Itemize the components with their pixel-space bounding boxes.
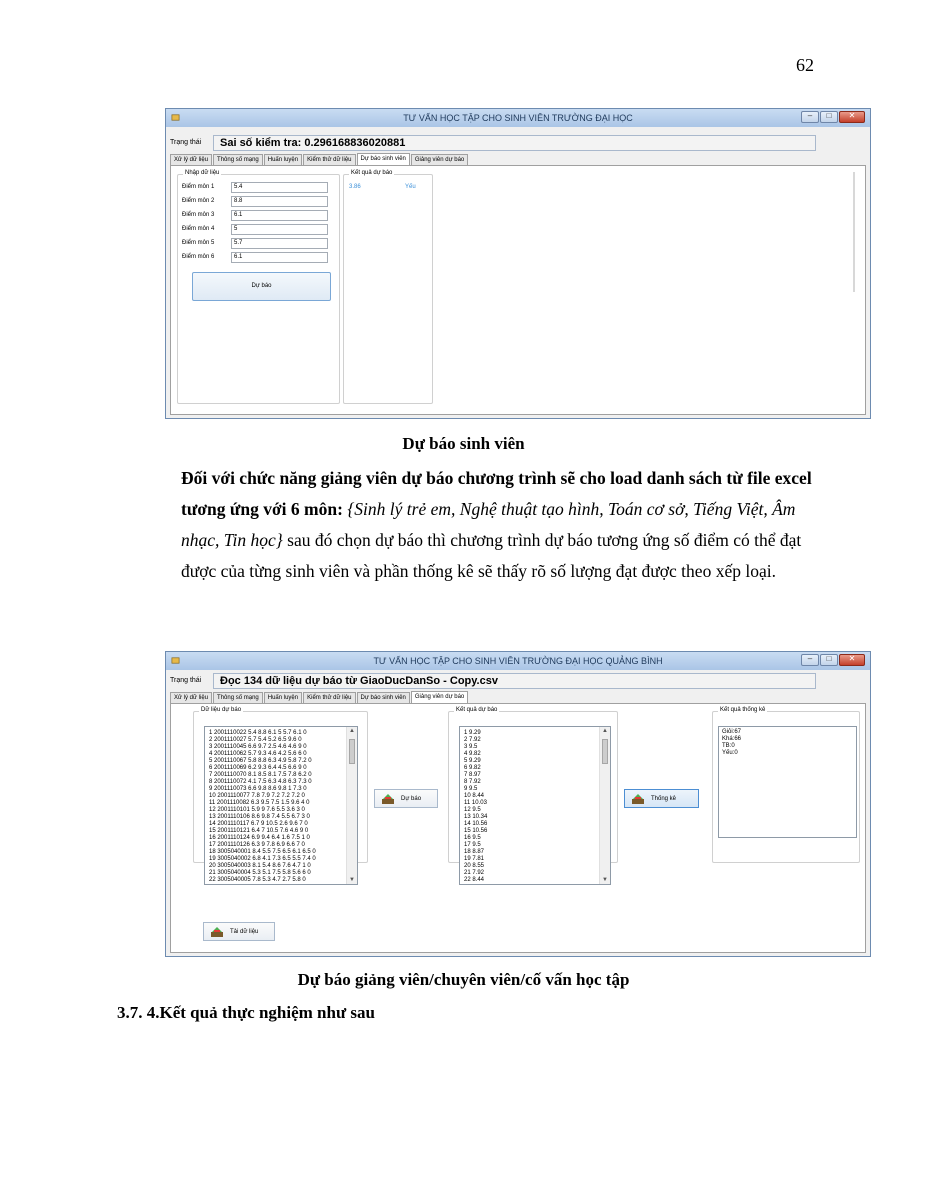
score-label-6: Điểm môn 6: [182, 254, 215, 260]
window-titlebar: [166, 109, 870, 127]
maximize-button[interactable]: [820, 111, 838, 123]
tab-data-processing[interactable]: Xử lý dữ liệu: [170, 154, 212, 166]
list-item[interactable]: 10 8.44: [464, 793, 485, 799]
section-heading: 3.7. 4.Kết quả thực nghiệm như sau: [117, 1003, 375, 1022]
list-item[interactable]: 15 2001110121 6.4 7 10.5 7.6 4.6 9 0: [209, 828, 309, 834]
window-title: TƯ VẤN HỌC TẬP CHO SINH VIÊN TRƯỜNG ĐẠI HỌC: [403, 113, 633, 123]
list-item[interactable]: 1 9.29: [464, 730, 481, 736]
run-icon: [631, 793, 645, 805]
list-item[interactable]: 10 2001110077 7.8 7.9 7.2 7.2 7.2 0: [209, 793, 305, 799]
list-item[interactable]: 11 2001110082 6.3 9.5 7.5 1.5 9.6 4 0: [209, 800, 310, 806]
load-data-button-label: Tải dữ liệu: [230, 929, 259, 935]
result-listbox[interactable]: [459, 726, 611, 885]
list-item[interactable]: 11 10.03: [464, 800, 487, 806]
data-list-scrollbar[interactable]: [346, 727, 357, 884]
tab-network-params[interactable]: Thông số mạng: [213, 154, 263, 166]
tab-lecturer-forecast[interactable]: Giảng viên dự báo: [411, 154, 468, 166]
list-item[interactable]: 6 9.82: [464, 765, 481, 771]
list-item[interactable]: 13 10.34: [464, 814, 488, 820]
list-item[interactable]: 8 2001110072 4.1 7.5 6.3 4.8 6.3 7.3 0: [209, 779, 312, 785]
predict-button[interactable]: [192, 272, 331, 301]
list-item[interactable]: 18 3005040001 8.4 5.5 7.5 6.5 6.1 6.5 0: [209, 849, 316, 855]
panel-scrollbar[interactable]: [853, 172, 855, 292]
list-item[interactable]: 17 2001110126 6.3 9 7.8 6.9 6.6 7 0: [209, 842, 305, 848]
tab-student-forecast[interactable]: Dự báo sinh viên: [357, 692, 410, 704]
status-textbox[interactable]: Đọc 134 dữ liệu dự báo từ GiaoDucDanSo - Copy.csv: [213, 673, 816, 689]
list-item[interactable]: 17 9.5: [464, 842, 481, 848]
lecturer-forecast-window: [165, 651, 871, 957]
tab-data-testing[interactable]: Kiểm thử dữ liệu: [303, 692, 355, 704]
minimize-button[interactable]: [801, 654, 819, 666]
stats-group-label: Kết quả thống kê: [720, 707, 766, 713]
score-input-2[interactable]: 8.8: [231, 196, 328, 207]
tab-data-processing[interactable]: Xử lý dữ liệu: [170, 692, 212, 704]
result-group: [448, 707, 618, 883]
list-item[interactable]: 4 2001110062 5.7 9.3 4.6 4.2 5.6 6 0: [209, 751, 307, 757]
list-item[interactable]: 21 7.92: [464, 870, 485, 876]
list-item[interactable]: Giỏi:67: [722, 729, 742, 735]
maximize-icon: □: [826, 111, 832, 120]
data-rows: [209, 730, 316, 884]
tab-lecturer-forecast[interactable]: Giảng viên dự báo: [411, 691, 468, 704]
tab-panel: [170, 165, 866, 415]
list-item[interactable]: 20 3005040003 8.1 5.4 8.6 7.6 4.7 1 0: [209, 863, 311, 869]
student-forecast-window: [165, 108, 871, 419]
window-title: TƯ VẤN HỌC TẬP CHO SINH VIÊN TRƯỜNG ĐẠI HỌC QUẢNG BÌNH: [373, 656, 663, 666]
result-score: 3.86: [349, 184, 361, 190]
list-item[interactable]: Khá:66: [722, 736, 742, 742]
scroll-up-icon[interactable]: ▲: [349, 728, 355, 734]
result-group: [343, 170, 433, 404]
list-item[interactable]: 5 9.29: [464, 758, 481, 764]
paragraph-subjects: {Sinh lý trẻ em, Nghệ thuật tạo hình, Toán cơ sở, Tiếng Việt, Âm nhạc, Tin học}: [181, 499, 796, 550]
paragraph-rest: sau đó chọn dự báo thì chương trình dự báo tương ứng số điểm có thể đạt được của từng sinh viên và phần thống kê sẽ thấy rõ số lượng đạt được theo xếp loại.: [181, 530, 802, 581]
load-data-button[interactable]: [203, 922, 275, 941]
predict-button-label: Dự báo: [401, 796, 422, 802]
stats-group: [712, 707, 860, 863]
list-item[interactable]: 3 9.5: [464, 744, 478, 750]
score-input-3[interactable]: 6.1: [231, 210, 328, 221]
scroll-up-icon[interactable]: ▲: [602, 728, 608, 734]
result-rows: [464, 730, 487, 884]
score-label-2: Điểm môn 2: [182, 198, 215, 204]
result-group-label: Kết quả dự báo: [456, 707, 498, 713]
statistics-button-label: Thống kê: [651, 796, 677, 802]
list-item[interactable]: 16 2001110124 6.9 9.4 6.4 1.6 7.5 1 0: [209, 835, 310, 841]
list-item[interactable]: 7 2001110070 8.1 8.5 8.1 7.5 7.8 6.2 0: [209, 772, 312, 778]
figure-caption-2: Dự báo giảng viên/chuyên viên/cố vấn học tập: [297, 970, 630, 989]
status-textbox[interactable]: Sai số kiểm tra: 0.296168836020881: [213, 135, 816, 151]
scroll-down-icon[interactable]: ▼: [349, 877, 355, 883]
list-item[interactable]: 9 9.5: [464, 786, 478, 792]
score-input-5[interactable]: 5.7: [231, 238, 328, 249]
list-item[interactable]: 8 7.92: [464, 779, 481, 785]
close-button[interactable]: [839, 654, 865, 666]
list-item[interactable]: 1 2001110022 5.4 8.8 6.1 5 5.7 6.1 0: [209, 730, 307, 736]
scroll-thumb[interactable]: [602, 739, 608, 764]
tab-panel: [170, 703, 866, 953]
figure-caption-1: Dự báo sinh viên: [402, 434, 525, 453]
close-button[interactable]: [839, 111, 865, 123]
list-item[interactable]: 22 3005040005 7.8 5.3 4.7 2.7 5.8 0: [209, 877, 306, 883]
score-input-1[interactable]: 5.4: [231, 182, 328, 193]
input-group: [177, 170, 340, 404]
tab-data-testing[interactable]: Kiểm thử dữ liệu: [303, 154, 355, 166]
list-item[interactable]: Yếu:0: [722, 750, 738, 756]
list-item[interactable]: 5 2001110067 5.8 8.8 6.3 4.9 5.8 7.2 0: [209, 758, 312, 764]
list-item[interactable]: 7 8.97: [464, 772, 481, 778]
score-label-1: Điểm môn 1: [182, 184, 215, 190]
status-label: Trạng thái: [170, 139, 202, 146]
list-item[interactable]: 4 9.82: [464, 751, 481, 757]
list-item[interactable]: 14 2001110117 6.7 9 10.5 2.6 9.6 7 0: [209, 821, 308, 827]
list-item[interactable]: 3 2001110045 6.6 9.7 2.5 4.6 4.6 9 0: [209, 744, 307, 750]
list-item[interactable]: 20 8.55: [464, 863, 485, 869]
list-item[interactable]: 14 10.56: [464, 821, 488, 827]
result-list-scrollbar[interactable]: [599, 727, 610, 884]
run-icon: [210, 926, 224, 938]
score-label-5: Điểm môn 5: [182, 240, 215, 246]
result-grade: Yếu: [405, 184, 416, 190]
status-row: [168, 673, 868, 689]
list-item[interactable]: 22 8.44: [464, 877, 485, 883]
minimize-icon: –: [807, 111, 813, 120]
status-label: Trạng thái: [170, 677, 202, 684]
input-group-label: Nhập dữ liệu: [185, 170, 220, 176]
score-input-6[interactable]: 6.1: [231, 252, 328, 263]
list-item[interactable]: 12 2001110101 5.9 9 7.6 5.5 3.6 3 0: [209, 807, 305, 813]
score-input-4[interactable]: 5: [231, 224, 328, 235]
result-group-label: Kết quả dự báo: [351, 170, 393, 176]
list-item[interactable]: 18 8.87: [464, 849, 485, 855]
predict-button-label: Dự báo: [251, 283, 272, 289]
tab-training[interactable]: Huấn luyện: [264, 692, 302, 704]
close-icon: ✕: [848, 654, 856, 663]
statistics-button[interactable]: [624, 789, 699, 808]
tab-student-forecast[interactable]: Dự báo sinh viên: [357, 153, 410, 166]
window-controls: [800, 111, 865, 124]
maximize-icon: □: [826, 654, 832, 663]
paragraph-bold: Đối với chức năng giảng viên dự báo chương trình sẽ cho load danh sách từ file excel tương ứng với 6 môn:: [181, 468, 812, 519]
tab-network-params[interactable]: Thông số mạng: [213, 692, 263, 704]
tab-training[interactable]: Huấn luyện: [264, 154, 302, 166]
page-number: 62: [796, 55, 814, 75]
list-item[interactable]: 19 7.81: [464, 856, 485, 862]
window-titlebar: [166, 652, 870, 670]
close-icon: ✕: [848, 111, 856, 120]
minimize-icon: –: [807, 654, 813, 663]
minimize-button[interactable]: [801, 111, 819, 123]
list-item[interactable]: 16 9.5: [464, 835, 481, 841]
list-item[interactable]: 12 9.5: [464, 807, 481, 813]
list-item[interactable]: 9 2001110073 6.6 9.8 8.6 9.8 1 7.3 0: [209, 786, 307, 792]
status-row: [168, 135, 868, 151]
score-label-4: Điểm môn 4: [182, 226, 215, 232]
list-item[interactable]: 19 3005040002 6.8 4.1 7.3 6.5 5.5 7.4 0: [209, 856, 316, 862]
score-label-3: Điểm môn 3: [182, 212, 215, 218]
data-listbox[interactable]: [204, 726, 358, 885]
scroll-down-icon[interactable]: ▼: [602, 877, 608, 883]
run-icon: [381, 793, 395, 805]
list-item[interactable]: 13 2001110106 8.6 9.8 7.4 5.5 6.7 3 0: [209, 814, 310, 820]
list-item[interactable]: 15 10.56: [464, 828, 488, 834]
stats-listbox[interactable]: [718, 726, 857, 838]
list-item[interactable]: 2 2001110027 5.7 5.4 5.2 6.5 9.6 0: [209, 737, 302, 743]
list-item[interactable]: 2 7.92: [464, 737, 481, 743]
data-group-label: Dữ liệu dự báo: [201, 707, 242, 713]
maximize-button[interactable]: [820, 654, 838, 666]
list-item[interactable]: 6 2001110069 6.2 9.3 6.4 4.5 6.6 9 0: [209, 765, 307, 771]
body-paragraph: [181, 463, 821, 587]
list-item[interactable]: 21 3005040004 5.3 5.1 7.5 5.8 5.6 6 0: [209, 870, 311, 876]
window-controls: [800, 654, 865, 667]
data-group: [193, 707, 368, 883]
predict-button[interactable]: [374, 789, 438, 808]
scroll-thumb[interactable]: [349, 739, 355, 764]
list-item[interactable]: TB:0: [722, 743, 735, 749]
stats-rows: [722, 729, 741, 757]
